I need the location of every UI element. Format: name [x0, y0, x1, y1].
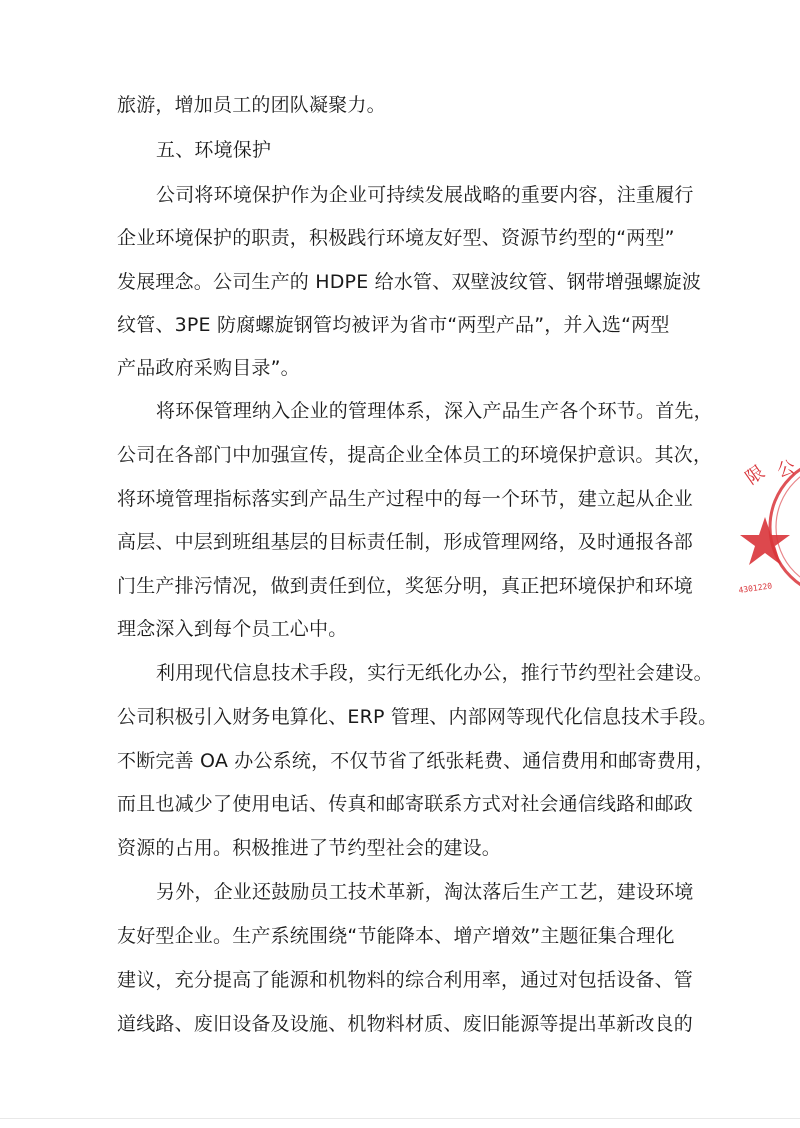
section-heading: 五、环境保护 [156, 139, 272, 161]
text-line: 而且也减少了使用电话、传真和邮寄联系方式对社会通信线路和邮政 [117, 793, 694, 815]
text-line: 不断完善 OA 办公系统，不仅节省了纸张耗费、通信费用和邮寄费用， [117, 750, 715, 772]
text-line: 高层、中层到班组基层的目标责任制，形成管理网络，及时通报各部 [117, 531, 694, 553]
text-line: 发展理念。公司生产的 HDPE 给水管、双壁波纹管、钢带增强螺旋波 [117, 271, 702, 293]
seal-number: 4301220 [738, 581, 773, 595]
seal-char-2: 公 [774, 456, 798, 482]
seal-graphic [735, 455, 800, 605]
text-line: 公司将环境保护作为企业可持续发展战略的重要内容，注重履行 [156, 184, 694, 206]
seal-char-1: 限 [741, 461, 769, 490]
company-seal [735, 455, 800, 605]
text-line: 产品政府采购目录”。 [117, 357, 300, 379]
text-line: 另外，企业还鼓励员工技术革新，淘汰落后生产工艺，建设环境 [156, 881, 694, 903]
text-line: 理念深入到每个员工心中。 [117, 618, 348, 640]
text-line: 纹管、3PE 防腐螺旋钢管均被评为省市“两型产品”，并入选“两型 [117, 314, 670, 336]
text-line: 利用现代信息技术手段，实行无纸化办公，推行节约型社会建设。 [156, 662, 713, 684]
text-line: 公司在各部门中加强宣传，提高企业全体员工的环境保护意识。其次， [117, 444, 713, 466]
text-line: 将环境管理指标落实到产品生产过程中的每一个环节，建立起从企业 [117, 488, 694, 510]
text-line: 公司积极引入财务电算化、ERP 管理、内部网等现代化信息技术手段。 [117, 706, 718, 728]
text-line: 友好型企业。生产系统围绕“节能降本、增产增效”主题征集合理化 [117, 925, 675, 947]
text-line: 门生产排污情况，做到责任到位，奖惩分明，真正把环境保护和环境 [117, 575, 694, 597]
text-line: 旅游，增加员工的团队凝聚力。 [117, 94, 386, 116]
text-line: 企业环境保护的职责，积极践行环境友好型、资源节约型的“两型” [117, 227, 675, 249]
page-bottom-edge [0, 1118, 800, 1119]
text-line: 道线路、废旧设备及设施、机物料材质、废旧能源等提出革新改良的 [117, 1013, 694, 1035]
seal-star [740, 517, 790, 565]
text-line: 资源的占用。积极推进了节约型社会的建设。 [117, 837, 502, 859]
text-line: 将环保管理纳入企业的管理体系，深入产品生产各个环节。首先， [156, 400, 713, 422]
text-line: 建议，充分提高了能源和机物料的综合利用率，通过对包括设备、管 [117, 969, 694, 991]
